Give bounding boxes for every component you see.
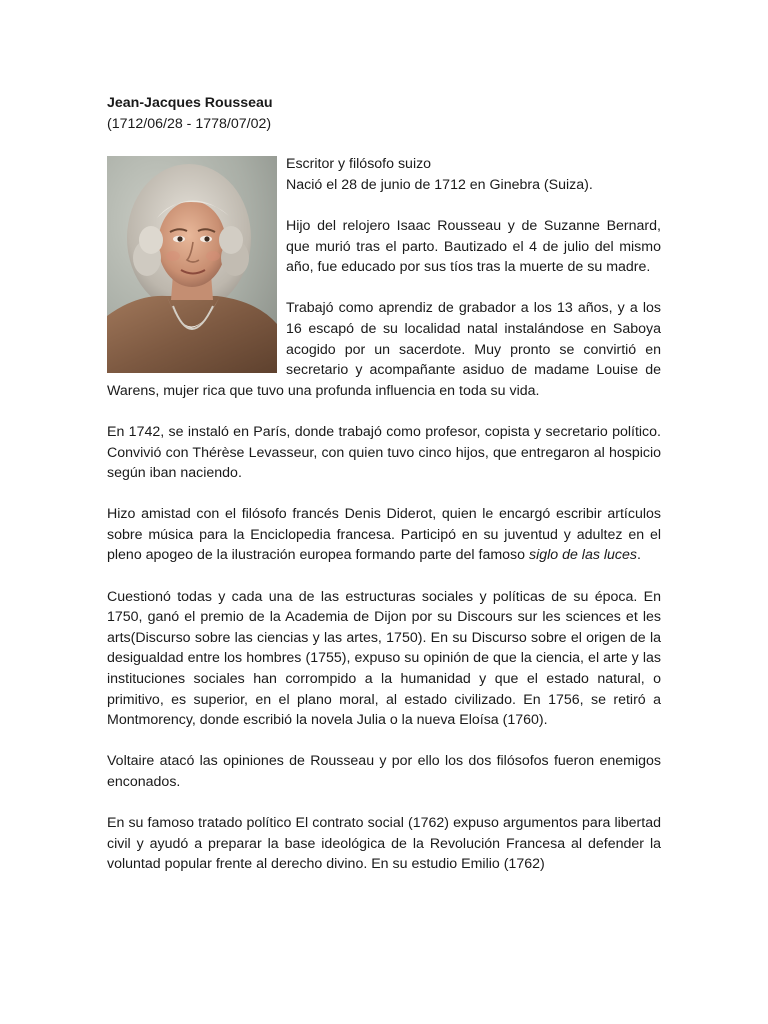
intro-line-1: Escritor y filósofo suizo bbox=[286, 156, 432, 173]
intro-line-2: Nació el 28 de junio de 1712 en Ginebra (Suiza). bbox=[286, 176, 593, 193]
paragraph-1: Hijo del relojero Isaac Rousseau y de Suzanne Bernard, que murió tras el parto. Bautizado el 4 de julio del mismo año, fue educado por sus tíos tras la muerte de su madre. bbox=[286, 217, 661, 276]
paragraph-2: Trabajó como aprendiz de grabador a los 13 años, y a los 16 escapó de su localidad natal instalándose en Saboya acogido por un sacerdote. Muy pronto se convirtió en secretario y acompañante asiduo de madame Louise de Warens, mujer rica que tuvo una profunda influencia en toda su vida. bbox=[107, 300, 661, 399]
document-page bbox=[107, 93, 661, 896]
portrait-image bbox=[107, 156, 277, 373]
paragraph-3: En 1742, se instaló en París, donde trabajó como profesor, copista y secretario político. Convivió con Thérèse Levasseur, con quien tuvo cinco hijos, que entregaron al hospicio según iban naciendo. bbox=[107, 423, 661, 482]
document-dates: (1712/06/28 - 1778/07/02) bbox=[107, 115, 272, 132]
paragraph-6: Voltaire atacó las opiniones de Rousseau y por ello los dos filósofos fueron enemigos enconados. bbox=[107, 753, 661, 790]
document-title: Jean-Jacques Rousseau bbox=[107, 95, 273, 111]
paragraph-4 bbox=[107, 504, 661, 566]
paragraph-4-end: . bbox=[637, 547, 641, 564]
siglo-de-las-luces-emphasis: siglo de las luces bbox=[528, 547, 638, 564]
paragraph-5: Cuestionó todas y cada una de las estructuras sociales y políticas de su época. En 1750, ganó el premio de la Academia de Dijon por su Discours sur les sciences et les arts(Discurso sobre las ciencias y las artes, 1750). En su Discurso sobre el origen de la desigualdad entre los hombres (1755), expuso su opinión de que la ciencia, el arte y las instituciones sociales han corrompido a la humanidad y que el estado natural, o primitivo, es superior, en el plano moral, al estado civilizado. En 1756, se retiró a Montmorency, donde escribió la novela Julia o la nueva Eloísa (1760). bbox=[107, 588, 661, 729]
paragraph-4-text: Hizo amistad con el filósofo francés Denis Diderot, quien le encargó escribir artículos sobre música para la Enciclopedia francesa. Participó en su juventud y adultez en el pleno apogeo de la ilustración europea formando parte del famoso bbox=[107, 506, 661, 564]
paragraph-7: En su famoso tratado político El contrato social (1762) expuso argumentos para libertad civil y ayudó a preparar la base ideológica de la Revolución Francesa al defender la voluntad popular frente al derecho divino. En su estudio Emilio (1762) bbox=[107, 815, 661, 873]
